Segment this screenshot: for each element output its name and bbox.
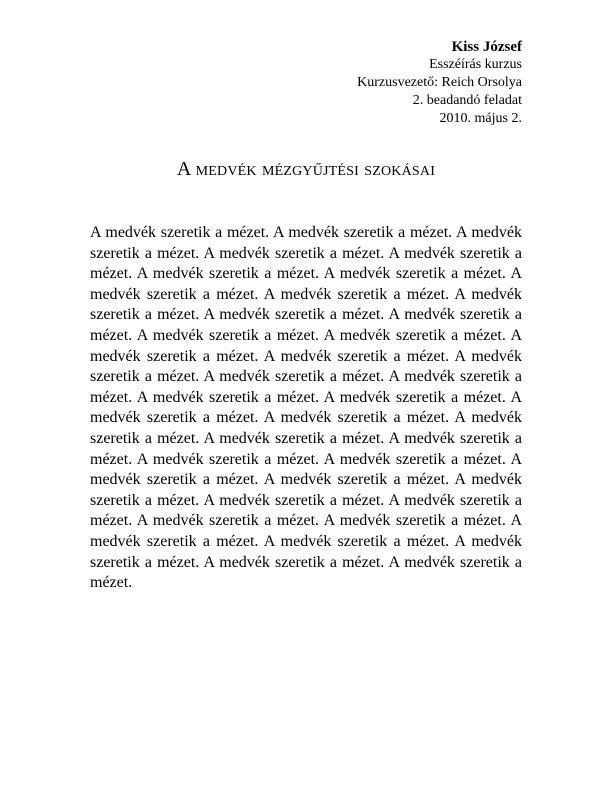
- course-name: Esszéírás kurzus: [429, 57, 522, 72]
- author-name: Kiss József: [451, 39, 522, 55]
- document-header: [357, 38, 522, 128]
- instructor-name: Kurzusvezető: Reich Orsolya: [357, 75, 522, 90]
- document-title: A medvék mézgyűjtési szokásai: [176, 158, 436, 180]
- body-paragraph: A medvék szeretik a mézet. A medvék szeretik a mézet. A medvék szeretik a mézet. A medvék szeretik a mézet. A medvék szeretik a mézet. A medvék szeretik a mézet. A medvék szeretik a mézet. A medvék szeretik a mézet. A medvék szeretik a mézet. A medvék szeretik a mézet. A medvék szeretik a mézet. A medvék szeretik a mézet. A medvék szeretik a mézet. A medvék szeretik a mézet. A medvék szeretik a mézet. A medvék szeretik a mézet. A medvék szeretik a mézet. A medvék szeretik a mézet. A medvék szeretik a mézet. A medvék szeretik a mézet. A medvék szeretik a mézet. A medvék szeretik a mézet. A medvék szeretik a mézet. A medvék szeretik a mézet. A medvék szeretik a mézet. A medvék szeretik a mézet. A medvék szeretik a mézet. A medvék szeretik a mézet. A medvék szeretik a mézet. A medvék szeretik a mézet. A medvék szeretik a mézet. A medvék szeretik a mézet. A medvék szeretik a mézet. A medvék szeretik a mézet. A medvék szeretik a mézet. A medvék szeretik a mézet. A medvék szeretik a mézet. A medvék szeretik a mézet. A medvék szeretik a mézet. A medvék szeretik a mézet.: [90, 224, 522, 592]
- assignment-label: 2. beadandó feladat: [412, 93, 522, 108]
- document-date: 2010. május 2.: [439, 111, 522, 126]
